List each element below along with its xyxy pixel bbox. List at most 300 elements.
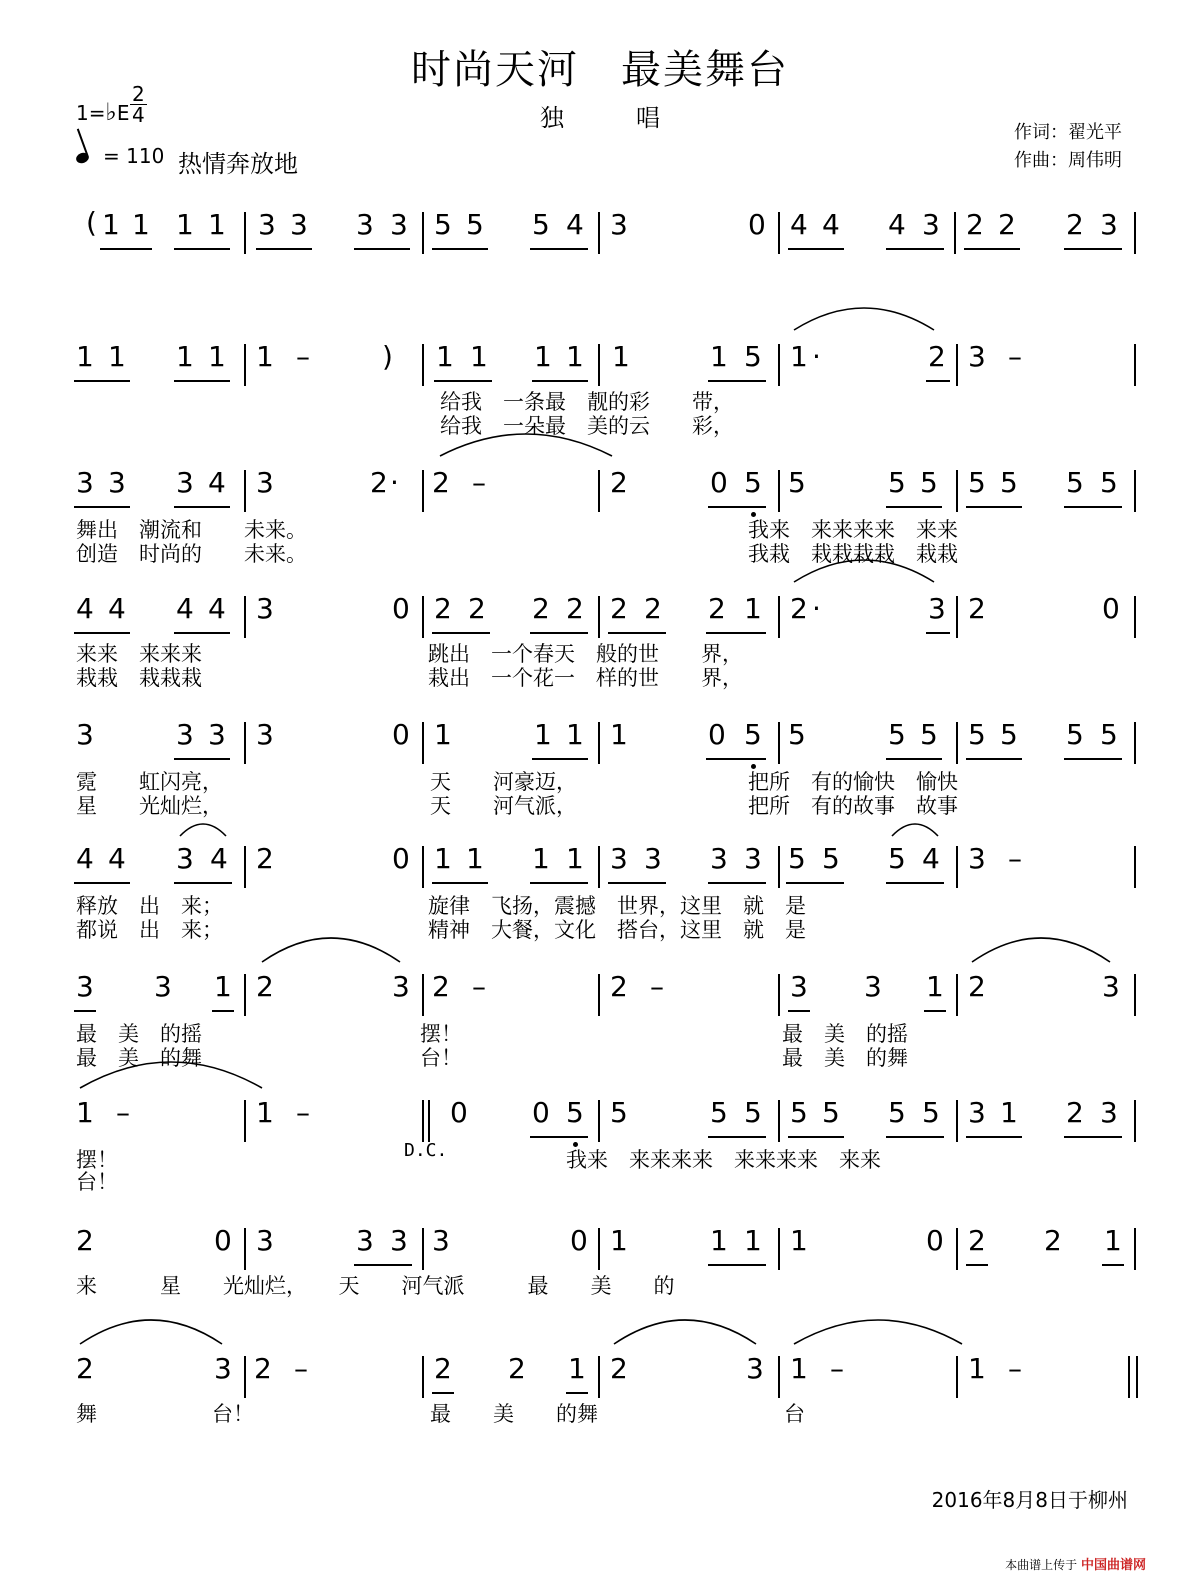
note: · <box>390 466 399 499</box>
note: 4 <box>210 842 228 875</box>
note: 3 <box>968 1096 986 1129</box>
note: 4 <box>922 842 940 875</box>
lyric-verse2: 天 河气派， <box>430 794 577 818</box>
bar-line <box>1134 344 1136 386</box>
note: 4 <box>822 208 840 241</box>
note: 3 <box>214 1352 232 1385</box>
note: 4 <box>108 592 126 625</box>
bar-line <box>598 596 600 638</box>
note: 2 <box>1066 208 1084 241</box>
note: 2 <box>998 208 1016 241</box>
beam <box>354 248 410 250</box>
note: 1 <box>466 842 484 875</box>
note: 3 <box>968 842 986 875</box>
lyric-chorus: 我来 来来来来 来来来来 来来 <box>566 1148 881 1172</box>
beam <box>788 248 844 250</box>
note: 2 <box>1044 1224 1062 1257</box>
bar-line <box>1134 1100 1136 1142</box>
note: 3 <box>356 208 374 241</box>
note: 1 <box>256 340 274 373</box>
note: 4 <box>888 208 906 241</box>
note: 3 <box>1100 208 1118 241</box>
bar-line <box>956 1356 958 1398</box>
note: 1 <box>926 970 944 1003</box>
note: 1 <box>532 842 550 875</box>
note: 2 <box>968 970 986 1003</box>
beam <box>434 380 492 382</box>
beam <box>256 248 312 250</box>
slur-arc <box>794 308 934 334</box>
note: 5 <box>1100 718 1118 751</box>
beam <box>1102 1264 1124 1266</box>
note: 5 <box>710 1096 728 1129</box>
beam <box>74 882 130 884</box>
note: 2 <box>928 340 946 373</box>
note: 5 <box>920 718 938 751</box>
note: ( <box>86 206 97 239</box>
note: 4 <box>76 842 94 875</box>
beam <box>530 1136 588 1138</box>
note: 1 <box>214 970 232 1003</box>
note: 0 <box>926 1224 944 1257</box>
note: 3 <box>610 842 628 875</box>
note: 0 <box>392 842 410 875</box>
lyric-verse2: 都说 出 来； <box>76 918 223 942</box>
lyric-verse1: 最 美 的摇 <box>76 1022 202 1046</box>
beam <box>530 632 588 634</box>
note: 3 <box>1102 970 1120 1003</box>
bar-line <box>598 212 600 254</box>
beam <box>532 380 588 382</box>
bar-line <box>956 846 958 888</box>
note: – <box>472 970 486 1003</box>
beam <box>1064 758 1122 760</box>
bar-line <box>428 1100 430 1142</box>
note: 1 <box>710 340 728 373</box>
lyric-coda: 最 美 的舞 <box>430 1402 598 1426</box>
lyric-verse2: 栽栽 栽栽栽 <box>76 666 202 690</box>
note: 5 <box>788 466 806 499</box>
key-signature <box>76 98 129 126</box>
performance-type: 独 唱 <box>540 104 660 132</box>
note: 5 <box>888 842 906 875</box>
beam <box>706 632 766 634</box>
note: 2 <box>76 1352 94 1385</box>
beam <box>74 1010 96 1012</box>
note: 1 <box>102 208 120 241</box>
note: – <box>1008 1352 1022 1385</box>
note: 4 <box>790 208 808 241</box>
beam <box>174 506 230 508</box>
note: 1 <box>790 1224 808 1257</box>
site-logo: 中国曲谱网 <box>1080 1558 1146 1573</box>
beam <box>174 758 230 760</box>
bar-line <box>778 212 780 254</box>
note: 5 <box>744 718 762 751</box>
bar-line <box>598 344 600 386</box>
bar-line <box>1136 1356 1138 1398</box>
beam <box>886 758 942 760</box>
note: 1 <box>610 718 628 751</box>
beam <box>966 506 1022 508</box>
bar-line <box>422 470 424 512</box>
bar-line <box>956 1100 958 1142</box>
lyric-verse1: 舞出 潮流和 未来。 <box>76 518 307 542</box>
note: 3 <box>922 208 940 241</box>
watermark-prefix: 本曲谱上传于 <box>1005 1558 1078 1572</box>
note: 2 <box>968 592 986 625</box>
note: 3 <box>390 208 408 241</box>
time-sig-bottom: 4 <box>132 103 145 127</box>
bar-line <box>1134 596 1136 638</box>
beam <box>708 1136 766 1138</box>
note: 2 <box>1066 1096 1084 1129</box>
note: – <box>1008 842 1022 875</box>
lyric-verse1: 摆！ <box>76 1148 118 1172</box>
note: – <box>116 1096 130 1129</box>
bar-line <box>956 344 958 386</box>
slur-arc <box>262 938 400 966</box>
note: 1 <box>710 1224 728 1257</box>
bar-line <box>422 974 424 1016</box>
lyric-verse2: 星 光灿烂， <box>76 794 223 818</box>
note: 3 <box>744 842 762 875</box>
lyric-verse1: 霓 虹闪亮， <box>76 770 223 794</box>
bar-line <box>244 344 246 386</box>
note: 3 <box>928 592 946 625</box>
da-capo-marking: D.C. <box>404 1140 448 1161</box>
note: 2 <box>708 592 726 625</box>
note: 1 <box>1104 1224 1122 1257</box>
note: 2 <box>532 592 550 625</box>
bar-line <box>244 212 246 254</box>
bar-line <box>244 1100 246 1142</box>
bar-line <box>1134 974 1136 1016</box>
note: 5 <box>1066 466 1084 499</box>
note: 3 <box>76 718 94 751</box>
lyric-verse1: 最 美 的摇 <box>782 1022 908 1046</box>
note: 0 <box>450 1096 468 1129</box>
bar-line <box>778 596 780 638</box>
note: 4 <box>566 208 584 241</box>
beam <box>530 882 588 884</box>
beam <box>354 1264 412 1266</box>
bar-line <box>244 470 246 512</box>
beam <box>530 248 588 250</box>
composer-credit: 作曲：周伟明 <box>1014 150 1122 171</box>
beam <box>886 882 944 884</box>
lyric-verse2: 栽出 一个花一 样的世 界， <box>428 666 743 690</box>
bar-line <box>778 846 780 888</box>
note: 1 <box>566 340 584 373</box>
lyric-coda: 来 星 光灿烂， 天 河气派 最 美 的 <box>76 1274 675 1298</box>
note: 1 <box>1000 1096 1018 1129</box>
note: 3 <box>176 718 194 751</box>
note: 0 <box>214 1224 232 1257</box>
note: 5 <box>968 466 986 499</box>
note: 3 <box>176 466 194 499</box>
note: 3 <box>76 970 94 1003</box>
note: 1 <box>566 842 584 875</box>
bar-line <box>778 974 780 1016</box>
beam <box>174 248 230 250</box>
note: 5 <box>1000 466 1018 499</box>
note: 1 <box>534 718 552 751</box>
lyric-verse2: 台！ <box>420 1046 462 1070</box>
note: 1 <box>256 1096 274 1129</box>
slur-arc <box>180 824 226 840</box>
note: 3 <box>176 842 194 875</box>
beam <box>788 1010 810 1012</box>
beam <box>886 1136 944 1138</box>
note: 1 <box>76 340 94 373</box>
lyric-verse1: 旋律 飞扬，震撼 世界，这里 就 是 <box>428 894 806 918</box>
lyric-verse2: 最 美 的舞 <box>76 1046 202 1070</box>
beam <box>966 758 1022 760</box>
bar-line <box>422 1356 424 1398</box>
bar-line <box>778 1100 780 1142</box>
note: 5 <box>1100 466 1118 499</box>
lyric-verse2: 给我 一朵最 美的云 彩， <box>440 414 734 438</box>
lyric-verse2: 最 美 的舞 <box>782 1046 908 1070</box>
note: – <box>650 970 664 1003</box>
beam <box>566 1392 588 1394</box>
note: 2 <box>508 1352 526 1385</box>
note: 3 <box>864 970 882 1003</box>
bar-line <box>422 722 424 764</box>
note: 1 <box>566 718 584 751</box>
lyric-verse1: 释放 出 来； <box>76 894 223 918</box>
bar-line <box>598 974 600 1016</box>
beam <box>966 1264 988 1266</box>
bar-line <box>1134 1228 1136 1270</box>
note: 1 <box>568 1352 586 1385</box>
note: – <box>830 1352 844 1385</box>
note: 2 <box>968 1224 986 1257</box>
bar-line <box>244 1228 246 1270</box>
beam <box>786 882 844 884</box>
beam <box>708 506 766 508</box>
note: 5 <box>610 1096 628 1129</box>
beam <box>432 882 488 884</box>
note: 5 <box>788 842 806 875</box>
tempo-marking <box>76 144 164 168</box>
key-letter: E <box>116 101 130 125</box>
slur-arc <box>794 1320 962 1348</box>
note: 2 <box>610 466 628 499</box>
note: 2 <box>432 970 450 1003</box>
bar-line <box>244 1356 246 1398</box>
bar-line <box>778 470 780 512</box>
bar-line <box>778 344 780 386</box>
note: 1 <box>176 208 194 241</box>
note: 2 <box>966 208 984 241</box>
note: 2 <box>76 1224 94 1257</box>
tempo-value: = 110 <box>103 144 165 168</box>
slur-arc <box>892 824 938 840</box>
note: – <box>294 1352 308 1385</box>
beam <box>708 380 766 382</box>
quarter-note-icon <box>75 151 91 165</box>
bar-line <box>1134 846 1136 888</box>
note: 3 <box>76 466 94 499</box>
slur-arc <box>80 1320 222 1348</box>
note: 5 <box>788 718 806 751</box>
beam <box>708 1264 766 1266</box>
note: 5 <box>744 1096 762 1129</box>
expression-marking: 热情奔放地 <box>178 150 298 178</box>
lyric-verse2: 我栽 栽栽栽栽 栽栽 <box>748 542 958 566</box>
note: 5 <box>466 208 484 241</box>
note: 3 <box>710 842 728 875</box>
beam <box>174 632 230 634</box>
note: 1 <box>108 340 126 373</box>
note: 3 <box>392 970 410 1003</box>
note: 1 <box>610 1224 628 1257</box>
beam <box>432 1392 454 1394</box>
note: 2 <box>790 592 808 625</box>
note: 3 <box>208 718 226 751</box>
time-signature <box>130 84 147 125</box>
bar-line <box>244 974 246 1016</box>
bar-line <box>1134 722 1136 764</box>
lyric-coda: 舞 <box>76 1402 97 1426</box>
bar-line <box>1134 470 1136 512</box>
lyric-verse1: 摆！ <box>420 1022 462 1046</box>
bar-line <box>422 1228 424 1270</box>
note: 5 <box>888 718 906 751</box>
note: 5 <box>790 1096 808 1129</box>
bar-line <box>598 722 600 764</box>
note: 2 <box>256 970 274 1003</box>
note: 1 <box>434 718 452 751</box>
bar-line <box>244 846 246 888</box>
beam <box>886 248 944 250</box>
note: 3 <box>256 1224 274 1257</box>
beam <box>432 248 488 250</box>
note: 5 <box>822 1096 840 1129</box>
note: 1 <box>436 340 454 373</box>
bar-line <box>422 596 424 638</box>
flat-sign: ♭ <box>105 98 117 126</box>
note: – <box>472 466 486 499</box>
note: 4 <box>208 466 226 499</box>
beam <box>74 380 130 382</box>
note: 2 <box>370 466 388 499</box>
bar-line <box>1128 1356 1130 1398</box>
bar-line <box>778 1356 780 1398</box>
note: 4 <box>176 592 194 625</box>
note: 0 <box>570 1224 588 1257</box>
note: 3 <box>256 718 274 751</box>
note: 5 <box>888 466 906 499</box>
beam <box>924 1010 946 1012</box>
lyric-verse1: 给我 一条最 靓的彩 带， <box>440 390 734 414</box>
beam <box>788 1136 844 1138</box>
lyricist-credit: 作词：翟光平 <box>1014 122 1122 143</box>
beam <box>608 882 666 884</box>
note: – <box>1008 340 1022 373</box>
note: ) <box>382 340 393 373</box>
note: 1 <box>470 340 488 373</box>
note: 5 <box>968 718 986 751</box>
beam <box>1064 1136 1122 1138</box>
note: 5 <box>566 1096 584 1129</box>
note: 3 <box>154 970 172 1003</box>
note: 5 <box>744 466 762 499</box>
time-sig-top: 2 <box>132 82 145 106</box>
beam <box>1064 248 1122 250</box>
lyric-verse1: 来来 来来来 <box>76 642 202 666</box>
note: 3 <box>1100 1096 1118 1129</box>
bar-line <box>598 470 600 512</box>
note: 3 <box>258 208 276 241</box>
lyric-verse2: 把所 有的故事 故事 <box>748 794 958 818</box>
note: 0 <box>392 592 410 625</box>
note: 5 <box>744 340 762 373</box>
bar-line <box>598 846 600 888</box>
note: 2 <box>468 592 486 625</box>
beam <box>100 248 152 250</box>
bar-line <box>778 722 780 764</box>
song-title: 时尚天河 最美舞台 <box>411 47 789 93</box>
note: 0 <box>1102 592 1120 625</box>
bar-line <box>956 596 958 638</box>
note: 2 <box>610 592 628 625</box>
lyric-coda: 台 <box>784 1402 805 1426</box>
note: 1 <box>790 340 808 373</box>
beam <box>706 758 766 760</box>
beam <box>1064 506 1122 508</box>
bar-line <box>778 1228 780 1270</box>
note: 1 <box>612 340 630 373</box>
lyric-verse2: 精神 大餐，文化 搭台，这里 就 是 <box>428 918 806 942</box>
lyric-verse1: 我来 来来来来 来来 <box>748 518 958 542</box>
beam <box>174 882 232 884</box>
note: 1 <box>208 340 226 373</box>
beam <box>966 1136 1022 1138</box>
note: 3 <box>968 340 986 373</box>
note: 3 <box>108 466 126 499</box>
bar-line <box>422 212 424 254</box>
note: 1 <box>790 1352 808 1385</box>
slur-arc <box>614 1320 756 1348</box>
note: 0 <box>710 466 728 499</box>
note: 4 <box>208 592 226 625</box>
lyric-verse1: 跳出 一个春天 般的世 界， <box>428 642 743 666</box>
lyric-verse2: 创造 时尚的 未来。 <box>76 542 307 566</box>
note: 1 <box>744 1224 762 1257</box>
composition-date: 2016年8月8日于柳州 <box>931 1488 1128 1512</box>
note: 5 <box>920 466 938 499</box>
bar-line <box>1134 212 1136 254</box>
beam <box>174 380 230 382</box>
note: · <box>812 592 821 625</box>
note: 0 <box>748 208 766 241</box>
note: 1 <box>132 208 150 241</box>
note: 5 <box>532 208 550 241</box>
note: 1 <box>434 842 452 875</box>
note: 1 <box>744 592 762 625</box>
slur-arc <box>972 938 1110 966</box>
note: 0 <box>392 718 410 751</box>
beam <box>74 632 130 634</box>
note: 5 <box>1066 718 1084 751</box>
note: 1 <box>208 208 226 241</box>
note: 4 <box>108 842 126 875</box>
note: 1 <box>176 340 194 373</box>
note: 3 <box>432 1224 450 1257</box>
